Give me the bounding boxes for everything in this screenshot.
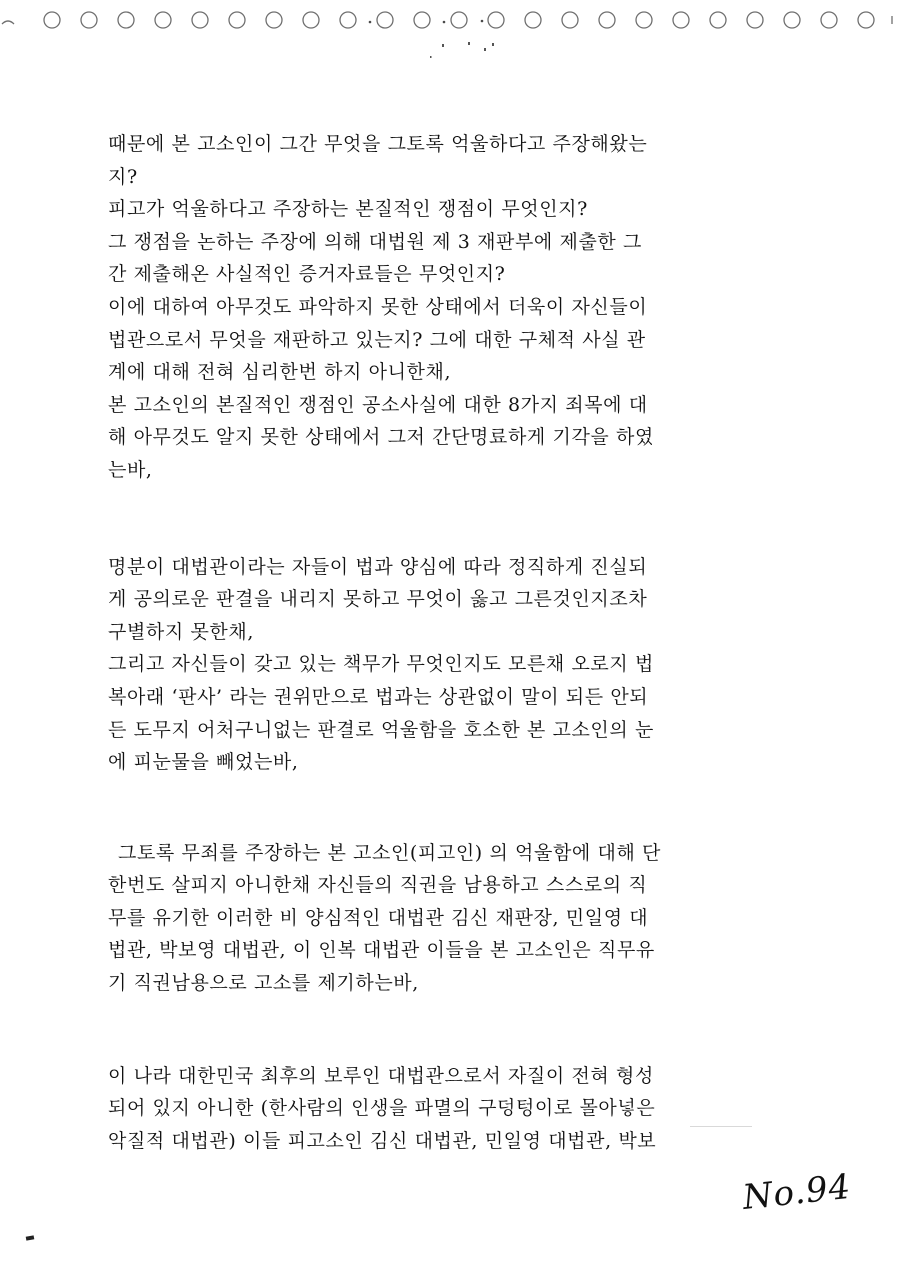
text-line: 는바, (108, 458, 153, 481)
text-line: 기 직권남용으로 고소를 제기하는바, (108, 972, 419, 995)
paragraph-gap (108, 487, 768, 551)
text-line: 구별하지 못한채, (108, 620, 254, 643)
text-line: 그리고 자신들이 갖고 있는 책무가 무엇인지도 모른채 오로지 법 (108, 653, 654, 676)
paragraph-1 (108, 128, 768, 487)
text-line: 복아래 ‘판사’ 라는 권위만으로 법과는 상관없이 말이 되든 안되 (108, 685, 649, 708)
text-line: 계에 대해 전혀 심리한번 하지 아니한채, (108, 361, 452, 384)
text-line: 법관으로서 무엇을 재판하고 있는지? 그에 대한 구체적 사실 관 (108, 328, 646, 351)
text-line: 되어 있지 아니한 (한사람의 인생을 파멸의 구덩텅이로 몰아넣은 (108, 1097, 656, 1120)
text-line: 게 공의로운 판결을 내리지 못하고 무엇이 옳고 그른것인지조차 (108, 588, 648, 611)
text-line: 이에 대하여 아무것도 파악하지 못한 상태에서 더욱이 자신들이 (108, 295, 648, 318)
text-line: 악질적 대법관) 이들 피고소인 김신 대법관, 민일영 대법관, 박보 (108, 1129, 657, 1152)
text-line: 이 나라 대한민국 최후의 보루인 대법관으로서 자질이 전혀 형성 (108, 1064, 654, 1087)
paragraph-4 (108, 1060, 768, 1158)
faint-rule (690, 1126, 752, 1127)
text-line: 본 고소인의 본질적인 쟁점인 공소사실에 대한 8가지 죄목에 대 (108, 393, 648, 416)
binder-holes (0, 8, 900, 32)
scan-mark (26, 1235, 35, 1240)
text-line: 그토록 무죄를 주장하는 본 고소인(피고인) 의 억울함에 대해 단 (118, 841, 661, 864)
text-line: 든 도무지 어처구니없는 판결로 억울함을 호소한 본 고소인의 눈 (108, 718, 654, 741)
text-line: 에 피눈물을 빼었는바, (108, 751, 299, 774)
document-body (108, 128, 768, 1157)
text-line: 법관, 박보영 대법관, 이 인복 대법관 이들을 본 고소인은 직무유 (108, 939, 655, 962)
paragraph-gap (108, 779, 768, 837)
text-line: 해 아무것도 알지 못한 상태에서 그저 간단명료하게 기각을 하였 (108, 426, 654, 449)
paragraph-2 (108, 551, 768, 779)
text-line: 피고가 억울하다고 주장하는 본질적인 쟁점이 무엇인지? (108, 198, 588, 221)
text-line: 한번도 살피지 아니한채 자신들의 직권을 남용하고 스스로의 직 (108, 874, 648, 897)
text-line: 그 쟁점을 논하는 주장에 의해 대법원 제 3 재판부에 제출한 그 (108, 230, 642, 253)
text-line: 명분이 대법관이라는 자들이 법과 양심에 따라 정직하게 진실되 (108, 555, 648, 578)
scan-specks (420, 40, 530, 64)
paragraph-3 (108, 837, 768, 1000)
text-line: 때문에 본 고소인이 그간 무엇을 그토록 억울하다고 주장해왔는 (108, 133, 648, 155)
handwritten-page-number: No.94 (740, 1166, 854, 1218)
text-line: 무를 유기한 이러한 비 양심적인 대법관 김신 재판장, 민일영 대 (108, 906, 649, 929)
text-line: 간 제출해온 사실적인 증거자료들은 무엇인지? (108, 263, 506, 286)
paragraph-gap (108, 1000, 768, 1060)
text-line: 지? (108, 165, 138, 188)
